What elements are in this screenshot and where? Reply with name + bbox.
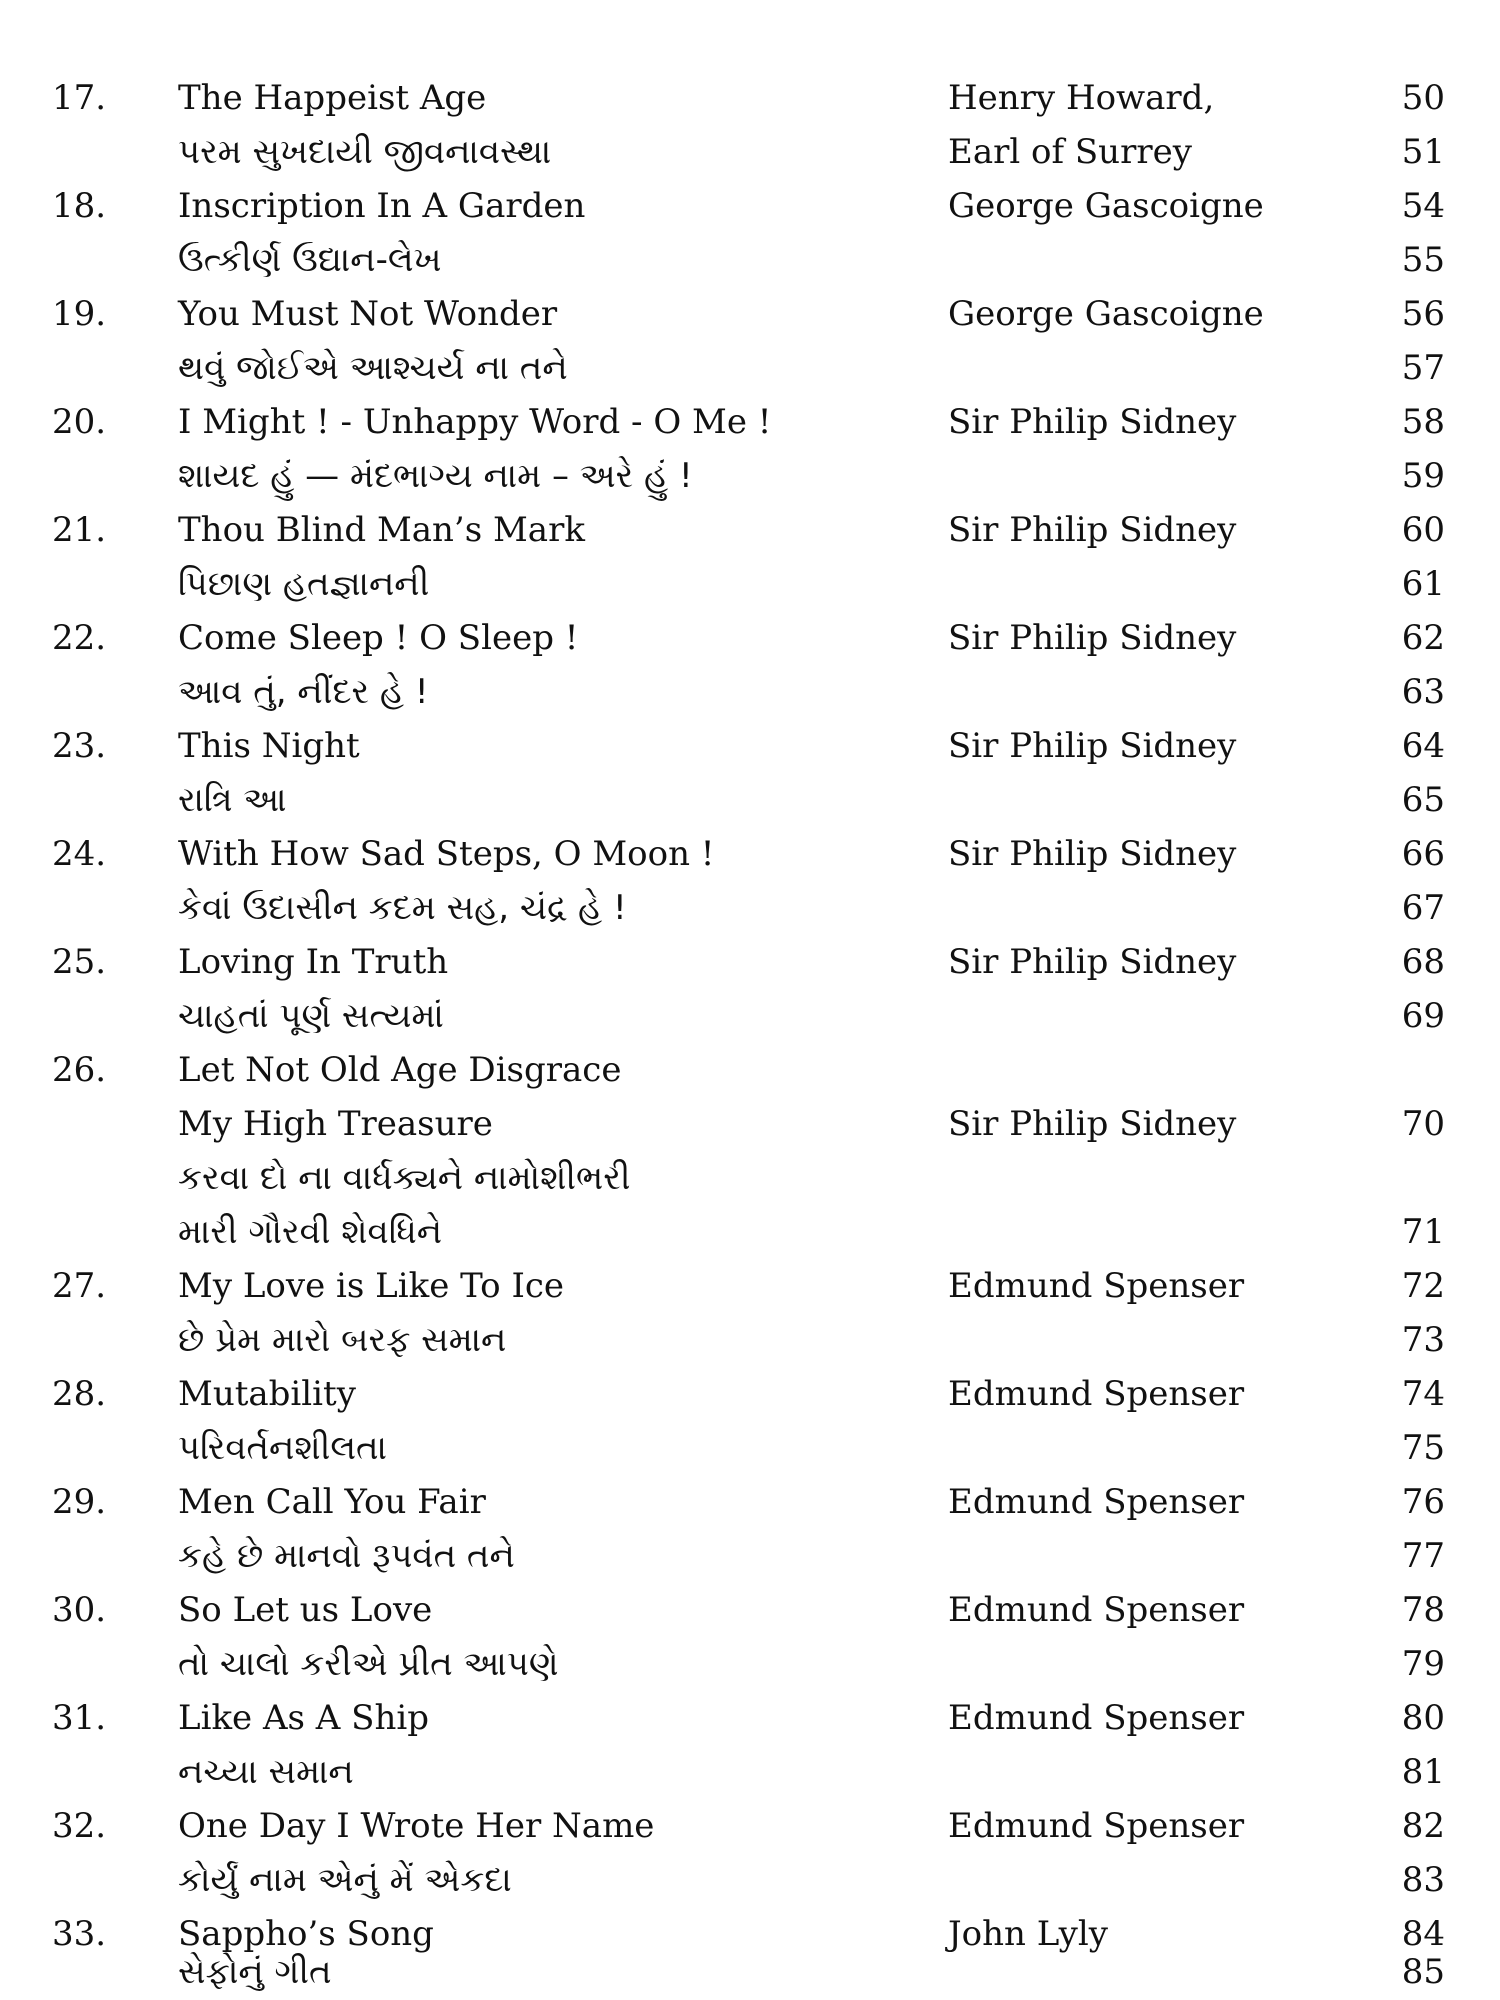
toc-line (0, 180, 1500, 232)
entry-page-number: 70 (1401, 1104, 1445, 1144)
entry-title-gujarati: પરમ સુખદાયી જીવનાવસ્થા (178, 132, 552, 172)
entry-number: 24. (52, 834, 107, 874)
toc-line (0, 1476, 1500, 1528)
entry-title-gujarati: કરવા દો ના વાર્ધક્યને નામોશીભરી (178, 1158, 631, 1198)
entry-title-gujarati: શાયદ હું — મંદભાગ્ય નામ – અરે હું ! (178, 456, 693, 496)
toc-line (0, 1044, 1500, 1096)
entry-page-number: 60 (1401, 510, 1445, 550)
toc-line (0, 1584, 1500, 1636)
toc-line (0, 1946, 1500, 1998)
entry-page-number: 80 (1401, 1698, 1445, 1738)
entry-title: My High Treasure (178, 1104, 493, 1144)
entry-number: 22. (52, 618, 107, 658)
entry-number: 23. (52, 726, 107, 766)
entry-page-number: 81 (1401, 1752, 1445, 1792)
entry-page-number: 79 (1401, 1644, 1445, 1684)
entry-title: Inscription In A Garden (178, 186, 586, 226)
toc-line (0, 774, 1500, 826)
toc-line (0, 1638, 1500, 1690)
entry-title: My Love is Like To Ice (178, 1266, 565, 1306)
toc-line (0, 1098, 1500, 1150)
entry-title-gujarati: સેફોનું ગીત (178, 1952, 332, 1992)
entry-page-number: 73 (1401, 1320, 1445, 1360)
entry-title-gujarati: કોર્યું નામ એનું મેં એકદા (178, 1860, 512, 1900)
entry-page-number: 72 (1401, 1266, 1445, 1306)
entry-number: 27. (52, 1266, 107, 1306)
entry-page-number: 55 (1401, 240, 1445, 280)
entry-author: Sir Philip Sidney (948, 834, 1237, 874)
entry-number: 30. (52, 1590, 107, 1630)
toc-line (0, 1368, 1500, 1420)
entry-page-number: 74 (1401, 1374, 1445, 1414)
toc-line (0, 1530, 1500, 1582)
entry-page-number: 82 (1401, 1806, 1445, 1846)
entry-title: Mutability (178, 1374, 356, 1414)
toc-line (0, 1854, 1500, 1906)
entry-page-number: 50 (1401, 78, 1445, 118)
entry-page-number: 56 (1401, 294, 1445, 334)
entry-page-number: 65 (1401, 780, 1445, 820)
entry-author: Sir Philip Sidney (948, 402, 1237, 442)
entry-title-gujarati: છે પ્રેમ મારો બરફ સમાન (178, 1320, 507, 1360)
entry-page-number: 57 (1401, 348, 1445, 388)
toc-line (0, 990, 1500, 1042)
toc-line (0, 558, 1500, 610)
toc-line (0, 1314, 1500, 1366)
entry-title: Sappho’s Song (178, 1914, 434, 1954)
entry-number: 21. (52, 510, 107, 550)
entry-title: Come Sleep ! O Sleep ! (178, 618, 579, 658)
entry-number: 26. (52, 1050, 107, 1090)
entry-page-number: 77 (1401, 1536, 1445, 1576)
entry-author: George Gascoigne (948, 294, 1264, 334)
entry-title-gujarati: નચ્યા સમાન (178, 1752, 354, 1792)
entry-number: 20. (52, 402, 107, 442)
toc-line (0, 342, 1500, 394)
entry-author: Earl of Surrey (948, 132, 1192, 172)
entry-number: 33. (52, 1914, 107, 1954)
toc-line (0, 288, 1500, 340)
entry-page-number: 66 (1401, 834, 1445, 874)
entry-page-number: 76 (1401, 1482, 1445, 1522)
entry-page-number: 67 (1401, 888, 1445, 928)
toc-line (0, 936, 1500, 988)
entry-title-gujarati: કહે છે માનવો રૂપવંત તને (178, 1536, 515, 1576)
entry-author: Edmund Spenser (948, 1374, 1245, 1414)
toc-line (0, 720, 1500, 772)
toc-line (0, 612, 1500, 664)
entry-author: Sir Philip Sidney (948, 510, 1237, 550)
entry-number: 19. (52, 294, 107, 334)
toc-line (0, 666, 1500, 718)
entry-page-number: 71 (1401, 1212, 1445, 1252)
entry-author: Sir Philip Sidney (948, 942, 1237, 982)
entry-page-number: 64 (1401, 726, 1445, 766)
toc-line (0, 1422, 1500, 1474)
toc-line (0, 1800, 1500, 1852)
entry-author: Edmund Spenser (948, 1698, 1245, 1738)
toc-line (0, 234, 1500, 286)
entry-page-number: 62 (1401, 618, 1445, 658)
entry-title-gujarati: તો ચાલો કરીએ પ્રીત આપણે (178, 1644, 559, 1684)
entry-title-gujarati: કેવાં ઉદાસીન કદમ સહ, ચંદ્ર હે ! (178, 888, 627, 928)
entry-number: 28. (52, 1374, 107, 1414)
entry-number: 17. (52, 78, 107, 118)
entry-title-gujarati: આવ તું, નીંદર હે ! (178, 672, 429, 712)
entry-title: Let Not Old Age Disgrace (178, 1050, 622, 1090)
toc-line (0, 828, 1500, 880)
entry-title: The Happeist Age (178, 78, 487, 118)
entry-title-gujarati: રાત્રિ આ (178, 780, 287, 820)
entry-number: 29. (52, 1482, 107, 1522)
entry-title: With How Sad Steps, O Moon ! (178, 834, 715, 874)
entry-title: Men Call You Fair (178, 1482, 486, 1522)
entry-number: 25. (52, 942, 107, 982)
toc-line (0, 450, 1500, 502)
entry-title: One Day I Wrote Her Name (178, 1806, 655, 1846)
entry-page-number: 51 (1401, 132, 1445, 172)
toc-line (0, 126, 1500, 178)
entry-page-number: 68 (1401, 942, 1445, 982)
entry-page-number: 61 (1401, 564, 1445, 604)
toc-line (0, 882, 1500, 934)
entry-author: Sir Philip Sidney (948, 618, 1237, 658)
entry-author: Henry Howard, (948, 78, 1215, 118)
entry-title-gujarati: મારી ગૌરવી શેવધિને (178, 1212, 443, 1252)
toc-line (0, 504, 1500, 556)
entry-number: 18. (52, 186, 107, 226)
toc-line (0, 1206, 1500, 1258)
entry-author: John Lyly (948, 1914, 1108, 1954)
entry-page-number: 78 (1401, 1590, 1445, 1630)
entry-number: 31. (52, 1698, 107, 1738)
toc-line (0, 1152, 1500, 1204)
entry-page-number: 54 (1401, 186, 1445, 226)
entry-title: I Might ! - Unhappy Word - O Me ! (178, 402, 772, 442)
toc-line (0, 1260, 1500, 1312)
toc-line (0, 1692, 1500, 1744)
entry-number: 32. (52, 1806, 107, 1846)
entry-author: George Gascoigne (948, 186, 1264, 226)
entry-page-number: 85 (1401, 1952, 1445, 1992)
entry-author: Edmund Spenser (948, 1266, 1245, 1306)
entry-title: This Night (178, 726, 360, 766)
entry-title-gujarati: ઉત્કીર્ણ ઉદ્યાન-લેખ (178, 240, 442, 280)
entry-title: So Let us Love (178, 1590, 433, 1630)
entry-title: Thou Blind Man’s Mark (178, 510, 585, 550)
entry-author: Edmund Spenser (948, 1806, 1245, 1846)
entry-author: Edmund Spenser (948, 1482, 1245, 1522)
entry-title-gujarati: પિછાણ હતજ્ઞાનની (178, 564, 430, 604)
entry-author: Sir Philip Sidney (948, 1104, 1237, 1144)
entry-title: Like As A Ship (178, 1698, 429, 1738)
entry-title-gujarati: ચાહતાં પૂર્ણ સત્યમાં (178, 996, 444, 1036)
entry-author: Edmund Spenser (948, 1590, 1245, 1630)
toc-line (0, 1746, 1500, 1798)
entry-title: Loving In Truth (178, 942, 449, 982)
toc-line (0, 72, 1500, 124)
entry-page-number: 69 (1401, 996, 1445, 1036)
entry-title-gujarati: પરિવર્તનશીલતા (178, 1428, 387, 1468)
entry-page-number: 75 (1401, 1428, 1445, 1468)
entry-page-number: 59 (1401, 456, 1445, 496)
toc-line (0, 396, 1500, 448)
entry-page-number: 63 (1401, 672, 1445, 712)
entry-page-number: 84 (1401, 1914, 1445, 1954)
entry-author: Sir Philip Sidney (948, 726, 1237, 766)
entry-title: You Must Not Wonder (178, 294, 558, 334)
entry-page-number: 58 (1401, 402, 1445, 442)
entry-page-number: 83 (1401, 1860, 1445, 1900)
entry-title-gujarati: થવું જોઈએ આશ્ચર્ય ના તને (178, 348, 568, 388)
